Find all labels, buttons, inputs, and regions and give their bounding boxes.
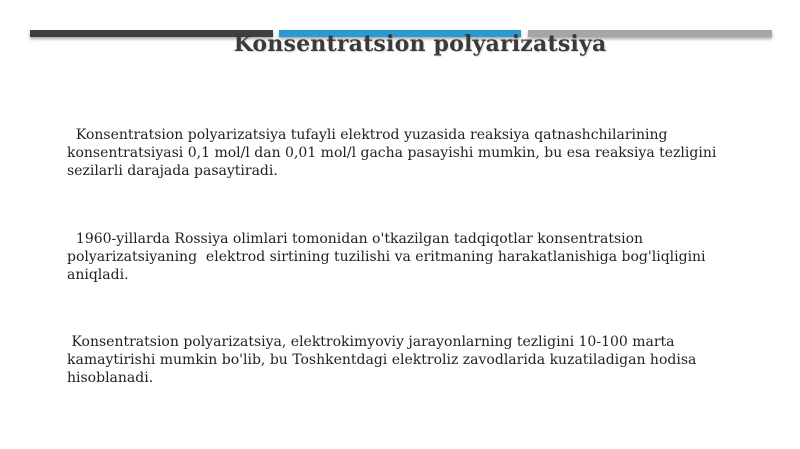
- paragraph-1: Konsentratsion polyarizatsiya tufayli elektrod yuzasida reaksiya qatnashchilarining konsentratsiyasi 0,1 mol/l dan 0,01 mol/l gacha pasayishi mumkin, bu esa reaksiya tezligini sezilarli darajada pasaytiradi.: [67, 127, 721, 179]
- slide-title: Konsentratsion polyarizatsiya: [233, 31, 607, 57]
- paragraph-3: Konsentratsion polyarizatsiya, elektrokimyoviy jarayonlarning tezligini 10-100 marta kamaytirishi mumkin bo'lib, bu Toshkentdagi elektroliz zavodlarida kuzatiladigan hodisa hisoblanadi.: [67, 334, 701, 386]
- paragraph-2: 1960-yillarda Rossiya olimlari tomonidan o'tkazilgan tadqiqotlar konsentratsion polyarizatsiyaning elektrod sirtining tuzilishi va eritmaning harakatlanishiga bog'liqligini aniqladi.: [67, 231, 710, 283]
